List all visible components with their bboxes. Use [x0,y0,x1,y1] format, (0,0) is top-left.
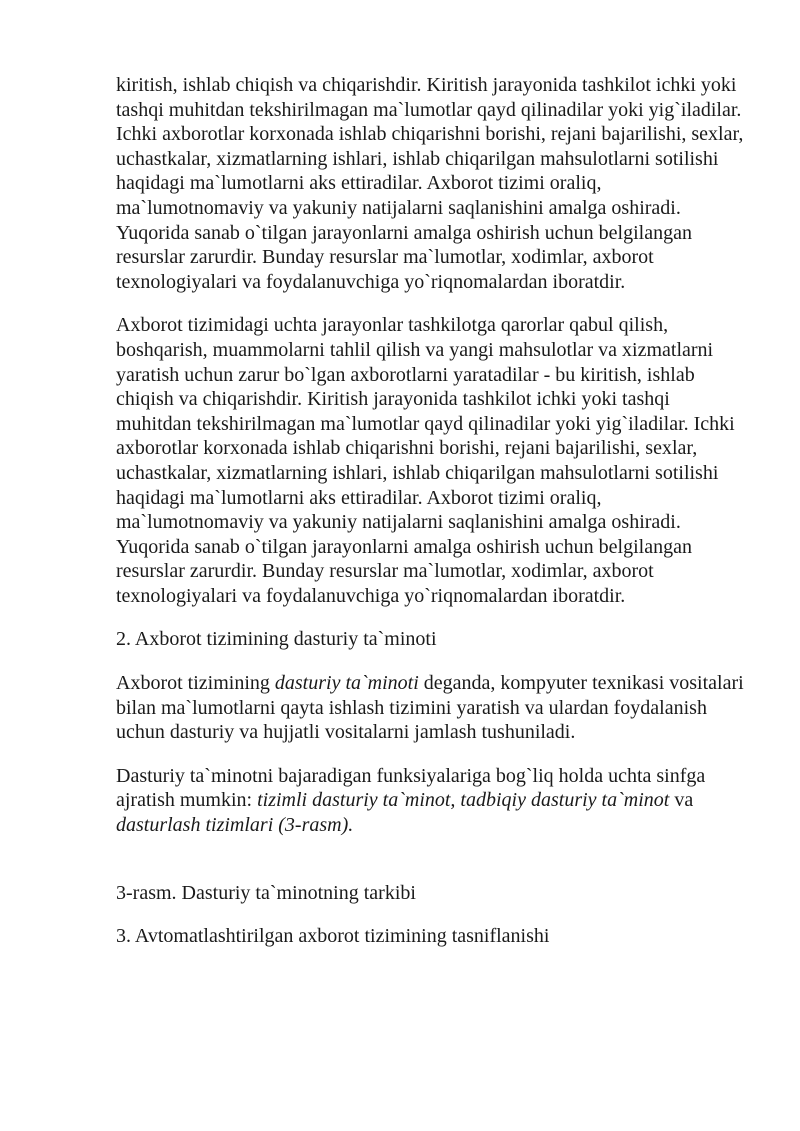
paragraph-3 [116,671,746,745]
document-body [116,73,746,968]
section-heading-2: 2. Axborot tizimining dasturiy ta`minoti [116,628,437,651]
paragraph-1: kiritish, ishlab chiqish va chiqarishdir. Kiritish jarayonida tashkilot ichki yoki tashqi muhitdan tekshirilmagan ma`lumotlar qayd qilinadilar yoki yig`iladilar. Ichki axborotlar korxonada ishlab chiqarishni borishi, rejani bajarilishi, sexlar, uchastkalar, xizmatlarning ishlari, ishlab chiqarilgan mahsulotlarni sotilishi haqidagi ma`lumotlarni aks ettiradilar. Axborot tizimi oraliq, ma`lumotnomaviy va yakuniy natijalarni saqlanishini amalga oshiradi. Yuqorida sanab o`tilgan jarayonlarni amalga oshirish uchun belgilangan resurslar zarurdir. Bunday resurslar ma`lumotlar, xodimlar, axborot texnologiyalari va foydalanuvchiga yo`riqnomalardan iboratdir. [116,74,744,293]
paragraph-3-text-start: Axborot tizimining [116,672,275,695]
paragraph-4-italic-reference: dasturlash tizimlari (3-rasm). [116,814,354,837]
paragraph-4-text-start: Dasturiy ta`minotni bajaradigan funksiyalariga bog`liq holda uchta sinfga ajratish mumkin: [116,764,706,812]
paragraph-4-italic-terms: tizimli dasturiy ta`minot, tadbiqiy dasturiy ta`minot [257,789,670,812]
paragraph-4 [116,764,746,838]
paragraph-4-text-middle: va [669,789,694,812]
paragraph-3-text-end: deganda, kompyuter texnikasi vositalari bilan ma`lumotlarni qayta ishlash tizimini yaratish va ulardan foydalanish uchun dasturiy va hujjatli vositalarni jamlash tushuniladi. [116,672,744,744]
paragraph-2: Axborot tizimidagi uchta jarayonlar tashkilotga qarorlar qabul qilish, boshqarish, muammolarni tahlil qilish va yangi mahsulotlar va xizmatlarni yaratish uchun zarur bo`lgan axborotlarni yaratadilar - bu kiritish, ishlab chiqish va chiqarishdir. Kiritish jarayonida tashkilot ichki yoki tashqi muhitdan tekshirilmagan ma`lumotlar qayd qilinadilar yoki yig`iladilar. Ichki axborotlar korxonada ishlab chiqarishni borishi, rejani bajarilishi, sexlar, uchastkalar, xizmatlarning ishlari, ishlab chiqarilgan mahsulotlarni sotilishi haqidagi ma`lumotlarni aks ettiradilar. Axborot tizimi oraliq, ma`lumotnomaviy va yakuniy natijalarni saqlanishini amalga oshiradi. Yuqorida sanab o`tilgan jarayonlarni amalga oshirish uchun belgilangan resurslar zarurdir. Bunday resurslar ma`lumotlar, xodimlar, axborot texnologiyalari va foydalanuvchiga yo`riqnomalardan iboratdir. [116,314,735,607]
section-heading-3: 3. Avtomatlashtirilgan axborot tizimining tasniflanishi [116,925,550,948]
figure-caption: 3-rasm. Dasturiy ta`minotning tarkibi [116,881,416,904]
figure-space [116,857,746,881]
paragraph-3-italic-term: dasturiy ta`minoti [274,672,419,695]
